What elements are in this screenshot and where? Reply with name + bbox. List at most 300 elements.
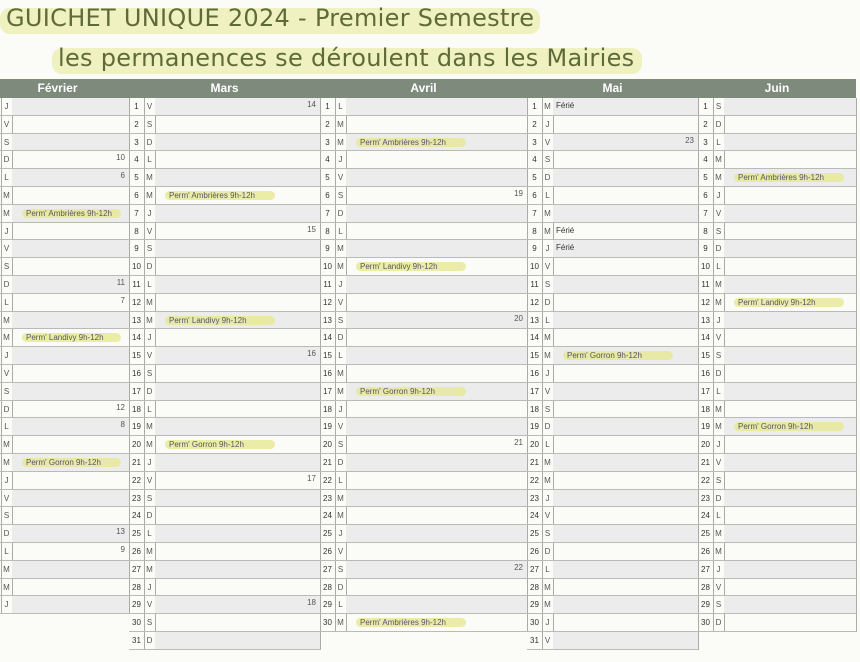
event-cell (553, 294, 699, 312)
calendar-day-row (698, 596, 856, 614)
weekday-letter: J (1, 596, 13, 614)
weekday-letter: L (1, 294, 13, 312)
calendar-day-row (320, 223, 527, 241)
day-number: 29 (527, 596, 543, 614)
weekday-letter: V (542, 258, 554, 276)
week-number: 23 (685, 135, 694, 145)
weekday-letter: J (335, 276, 347, 294)
day-number: 31 (129, 632, 145, 650)
calendar-day-row (129, 614, 320, 632)
day-number: 30 (320, 614, 336, 632)
day-number: 27 (698, 561, 714, 579)
day-number: 15 (698, 347, 714, 365)
calendar-day-row (129, 205, 320, 223)
calendar-day-row (527, 579, 698, 597)
weekday-letter: M (1, 329, 13, 347)
day-number: 13 (320, 312, 336, 330)
weekday-letter: S (542, 401, 554, 419)
month-header: Février (0, 79, 130, 98)
event-cell (724, 525, 857, 543)
calendar-day-row (320, 454, 527, 472)
weekday-letter: J (542, 116, 554, 134)
weekday-letter: D (713, 240, 725, 258)
holiday-label: Férié (556, 243, 575, 253)
calendar-day-row (0, 365, 129, 383)
day-number: 17 (320, 383, 336, 401)
event-cell (346, 151, 528, 169)
day-number: 23 (129, 490, 145, 508)
calendar-day-row (320, 543, 527, 561)
calendar-day-row (527, 294, 698, 312)
event-cell (724, 205, 857, 223)
calendar-day-row (698, 187, 856, 205)
day-number: 23 (698, 490, 714, 508)
event-cell (724, 579, 857, 597)
holiday-label: Férié (556, 101, 575, 110)
event-cell (724, 365, 857, 383)
holiday-label: Férié (556, 225, 575, 235)
day-number: 12 (698, 294, 714, 312)
event-cell (12, 223, 130, 241)
weekday-letter: L (335, 347, 347, 365)
weekday-letter: D (1, 401, 13, 419)
day-number: 20 (320, 436, 336, 454)
week-number: 21 (514, 438, 523, 448)
day-number: 12 (320, 294, 336, 312)
event-cell (346, 98, 528, 116)
calendar-day-row (698, 472, 856, 490)
day-number: 14 (129, 329, 145, 347)
weekday-letter: D (144, 383, 156, 401)
weekday-letter: L (1, 169, 13, 187)
event-cell (724, 240, 857, 258)
calendar-day-row (698, 276, 856, 294)
event-cell (155, 383, 321, 401)
day-number: 25 (129, 525, 145, 543)
day-number: 26 (698, 543, 714, 561)
calendar-day-row (527, 632, 698, 650)
weekday-letter: L (713, 134, 725, 152)
calendar-day-row (129, 579, 320, 597)
event-cell (553, 240, 699, 258)
event-cell (155, 596, 321, 614)
weekday-letter: S (335, 561, 347, 579)
day-number: 5 (527, 169, 543, 187)
calendar-day-row (129, 223, 320, 241)
event-cell (12, 436, 130, 454)
event-cell (346, 240, 528, 258)
day-number: 10 (129, 258, 145, 276)
calendar-day-row (698, 507, 856, 525)
weekday-letter: J (144, 329, 156, 347)
weekday-letter: M (1, 561, 13, 579)
day-number: 29 (129, 596, 145, 614)
weekday-letter: S (1, 258, 13, 276)
day-number: 26 (527, 543, 543, 561)
calendar-day-row (0, 383, 129, 401)
day-number: 9 (129, 240, 145, 258)
weekday-letter: S (713, 596, 725, 614)
weekday-letter: M (542, 472, 554, 490)
day-number: 3 (698, 134, 714, 152)
weekday-letter: L (144, 276, 156, 294)
weekday-letter: J (1, 223, 13, 241)
calendar-day-row (320, 579, 527, 597)
calendar-day-row (129, 116, 320, 134)
weekday-letter: M (335, 258, 347, 276)
event-cell (724, 401, 857, 419)
calendar-day-row (129, 490, 320, 508)
day-number: 14 (527, 329, 543, 347)
event-cell (155, 543, 321, 561)
weekday-letter: M (542, 454, 554, 472)
weekday-letter: V (1, 365, 13, 383)
calendar-day-row (0, 490, 129, 508)
weekday-letter: V (713, 579, 725, 597)
weekday-letter: S (1, 134, 13, 152)
day-number: 24 (527, 507, 543, 525)
calendar-day-row (129, 365, 320, 383)
day-number: 2 (527, 116, 543, 134)
calendar-day-row (320, 329, 527, 347)
day-number: 8 (129, 223, 145, 241)
weekday-letter: M (542, 347, 554, 365)
calendar-day-row (698, 134, 856, 152)
weekday-letter: S (1, 383, 13, 401)
weekday-letter: V (713, 454, 725, 472)
calendar-day-row (129, 134, 320, 152)
event-cell (155, 418, 321, 436)
day-number: 11 (698, 276, 714, 294)
event-cell (553, 258, 699, 276)
weekday-letter: J (1, 98, 13, 116)
event-cell (346, 596, 528, 614)
weekday-letter: L (335, 98, 347, 116)
calendar-day-row (698, 543, 856, 561)
day-number: 29 (698, 596, 714, 614)
day-number: 9 (698, 240, 714, 258)
weekday-letter: L (144, 401, 156, 419)
weekday-letter: D (713, 116, 725, 134)
month-header: Avril (320, 79, 528, 98)
day-number: 7 (320, 205, 336, 223)
calendar-day-row (320, 436, 527, 454)
event-cell (553, 383, 699, 401)
calendar-day-row (320, 98, 527, 116)
weekday-letter: V (1, 116, 13, 134)
weekday-letter: J (144, 454, 156, 472)
weekday-letter: J (713, 436, 725, 454)
day-number: 9 (527, 240, 543, 258)
event-cell (553, 151, 699, 169)
calendar-day-row (320, 561, 527, 579)
event-cell (155, 365, 321, 383)
event-cell (724, 490, 857, 508)
day-number: 25 (527, 525, 543, 543)
day-number: 4 (698, 151, 714, 169)
event-cell (155, 347, 321, 365)
weekday-letter: M (144, 312, 156, 330)
day-number: 10 (698, 258, 714, 276)
calendar-day-row (527, 276, 698, 294)
day-number: 21 (527, 454, 543, 472)
day-number: 5 (320, 169, 336, 187)
weekday-letter: V (335, 294, 347, 312)
day-number: 27 (320, 561, 336, 579)
event-cell (346, 490, 528, 508)
day-number: 21 (698, 454, 714, 472)
event-cell (155, 98, 321, 116)
calendar-day-row (0, 436, 129, 454)
weekday-letter: M (1, 205, 13, 223)
permanence-label: Perm' Ambrières 9h-12h (169, 191, 256, 200)
event-cell (553, 579, 699, 597)
weekday-letter: M (713, 418, 725, 436)
calendar-day-row (320, 472, 527, 490)
calendar-day-row (129, 418, 320, 436)
event-cell (553, 365, 699, 383)
calendar-day-row (527, 187, 698, 205)
event-cell (553, 472, 699, 490)
weekday-letter: V (335, 543, 347, 561)
calendar-day-row (527, 614, 698, 632)
permanence-label: Perm' Landivy 9h-12h (26, 333, 104, 343)
day-number: 22 (320, 472, 336, 490)
calendar-day-row (527, 240, 698, 258)
day-number: 4 (527, 151, 543, 169)
event-cell (346, 329, 528, 347)
event-cell (346, 205, 528, 223)
event-cell (12, 365, 130, 383)
event-cell (553, 98, 699, 116)
calendar-day-row (527, 418, 698, 436)
event-cell (724, 383, 857, 401)
event-cell (346, 525, 528, 543)
weekday-letter: V (713, 329, 725, 347)
calendar-day-row (129, 507, 320, 525)
week-number: 20 (514, 313, 523, 323)
event-cell (553, 436, 699, 454)
weekday-letter: D (335, 454, 347, 472)
weekday-letter: M (335, 490, 347, 508)
weekday-letter: V (542, 134, 554, 152)
day-number: 1 (698, 98, 714, 116)
event-cell (553, 169, 699, 187)
event-cell (155, 205, 321, 223)
permanence-label: Perm' Gorron 9h-12h (738, 422, 813, 432)
calendar-day-row (698, 490, 856, 508)
calendar-day-row (527, 134, 698, 152)
weekday-letter: V (542, 507, 554, 525)
calendar-day-row (527, 454, 698, 472)
event-cell (553, 205, 699, 223)
permanence-label: Perm' Landivy 9h-12h (360, 262, 438, 272)
day-number: 13 (129, 312, 145, 330)
weekday-letter: S (713, 347, 725, 365)
week-number: 6 (120, 171, 125, 181)
calendar-day-row (129, 632, 320, 650)
calendar-day-row (698, 223, 856, 241)
week-number: 14 (307, 100, 316, 109)
calendar-day-row (0, 507, 129, 525)
day-number: 21 (320, 454, 336, 472)
event-cell (155, 579, 321, 597)
day-number: 18 (320, 401, 336, 419)
day-number: 30 (698, 614, 714, 632)
day-number: 23 (320, 490, 336, 508)
calendar-day-row (698, 240, 856, 258)
day-number: 2 (129, 116, 145, 134)
calendar-day-row (527, 436, 698, 454)
weekday-letter: S (144, 490, 156, 508)
calendar-day-row (320, 418, 527, 436)
weekday-letter: V (144, 98, 156, 116)
day-number: 1 (527, 98, 543, 116)
month-header: Mars (129, 79, 321, 98)
weekday-letter: J (542, 490, 554, 508)
event-cell (724, 507, 857, 525)
weekday-letter: V (335, 169, 347, 187)
permanence-label: Perm' Ambrières 9h-12h (738, 173, 825, 183)
weekday-letter: S (335, 436, 347, 454)
day-number: 16 (527, 365, 543, 383)
calendar-day-row (698, 312, 856, 330)
calendar-day-row (320, 294, 527, 312)
event-cell (12, 187, 130, 205)
day-number: 16 (129, 365, 145, 383)
weekday-letter: M (144, 418, 156, 436)
weekday-letter: D (144, 258, 156, 276)
weekday-letter: M (542, 596, 554, 614)
event-cell (553, 632, 699, 650)
calendar-day-row (698, 525, 856, 543)
day-number: 5 (129, 169, 145, 187)
weekday-letter: V (1, 240, 13, 258)
day-number: 26 (129, 543, 145, 561)
calendar-day-row (698, 561, 856, 579)
calendar-day-row (527, 507, 698, 525)
weekday-letter: M (335, 507, 347, 525)
weekday-letter: L (335, 472, 347, 490)
day-number: 18 (129, 401, 145, 419)
calendar-day-row (527, 365, 698, 383)
event-cell (12, 579, 130, 597)
calendar-day-row (698, 436, 856, 454)
calendar-day-row (698, 347, 856, 365)
weekday-letter: D (542, 418, 554, 436)
event-cell (553, 116, 699, 134)
event-cell (346, 312, 528, 330)
weekday-letter: V (542, 632, 554, 650)
event-cell (724, 543, 857, 561)
day-number: 16 (698, 365, 714, 383)
event-cell (553, 187, 699, 205)
calendar-day-row (320, 401, 527, 419)
weekday-letter: J (335, 525, 347, 543)
weekday-letter: M (713, 276, 725, 294)
day-number: 9 (320, 240, 336, 258)
weekday-letter: S (542, 525, 554, 543)
permanence-label: Perm' Landivy 9h-12h (738, 297, 816, 307)
weekday-letter: J (542, 240, 554, 258)
event-cell (553, 543, 699, 561)
calendar-day-row (129, 329, 320, 347)
calendar-day-row (0, 312, 129, 330)
event-cell (346, 294, 528, 312)
weekday-letter: S (713, 98, 725, 116)
day-number: 31 (527, 632, 543, 650)
permanence-label: Perm' Ambrières 9h-12h (360, 137, 447, 147)
weekday-letter: M (1, 436, 13, 454)
day-number: 28 (698, 579, 714, 597)
weekday-letter: L (144, 151, 156, 169)
weekday-letter: V (144, 472, 156, 490)
calendar-day-row (527, 401, 698, 419)
calendar-day-row (527, 258, 698, 276)
day-number: 19 (129, 418, 145, 436)
calendar-day-row (129, 543, 320, 561)
weekday-letter: V (144, 347, 156, 365)
week-number: 11 (116, 278, 125, 287)
weekday-letter: M (144, 169, 156, 187)
weekday-letter: M (713, 401, 725, 419)
weekday-letter: J (713, 561, 725, 579)
calendar-day-row (527, 543, 698, 561)
calendar-day-row (129, 258, 320, 276)
weekday-letter: M (335, 383, 347, 401)
day-number: 8 (320, 223, 336, 241)
event-cell (724, 98, 857, 116)
weekday-letter: S (542, 151, 554, 169)
day-number: 17 (129, 383, 145, 401)
weekday-letter: S (713, 472, 725, 490)
weekday-letter: M (713, 151, 725, 169)
calendar-day-row (0, 116, 129, 134)
event-cell (346, 187, 528, 205)
weekday-letter: M (542, 205, 554, 223)
day-number: 19 (320, 418, 336, 436)
weekday-letter: J (713, 312, 725, 330)
event-cell (155, 116, 321, 134)
event-cell (724, 151, 857, 169)
event-cell (553, 401, 699, 419)
week-number: 9 (120, 545, 125, 554)
calendar-day-row (129, 525, 320, 543)
event-cell (155, 454, 321, 472)
weekday-letter: L (1, 543, 13, 561)
weekday-letter: J (713, 187, 725, 205)
day-number: 27 (527, 561, 543, 579)
event-cell (724, 347, 857, 365)
day-number: 11 (527, 276, 543, 294)
weekday-letter: M (713, 294, 725, 312)
weekday-letter: D (542, 543, 554, 561)
weekday-letter: M (1, 454, 13, 472)
weekday-letter: M (1, 312, 13, 330)
day-number: 17 (527, 383, 543, 401)
event-cell (12, 116, 130, 134)
calendar-day-row (0, 258, 129, 276)
event-cell (155, 294, 321, 312)
weekday-letter: S (542, 276, 554, 294)
day-number: 13 (527, 312, 543, 330)
event-cell (724, 312, 857, 330)
event-cell (346, 347, 528, 365)
calendar-day-row (320, 116, 527, 134)
calendar-day-row (320, 347, 527, 365)
page-subtitle: les permanences se déroulent dans les Mairies (58, 44, 635, 72)
day-number: 7 (129, 205, 145, 223)
